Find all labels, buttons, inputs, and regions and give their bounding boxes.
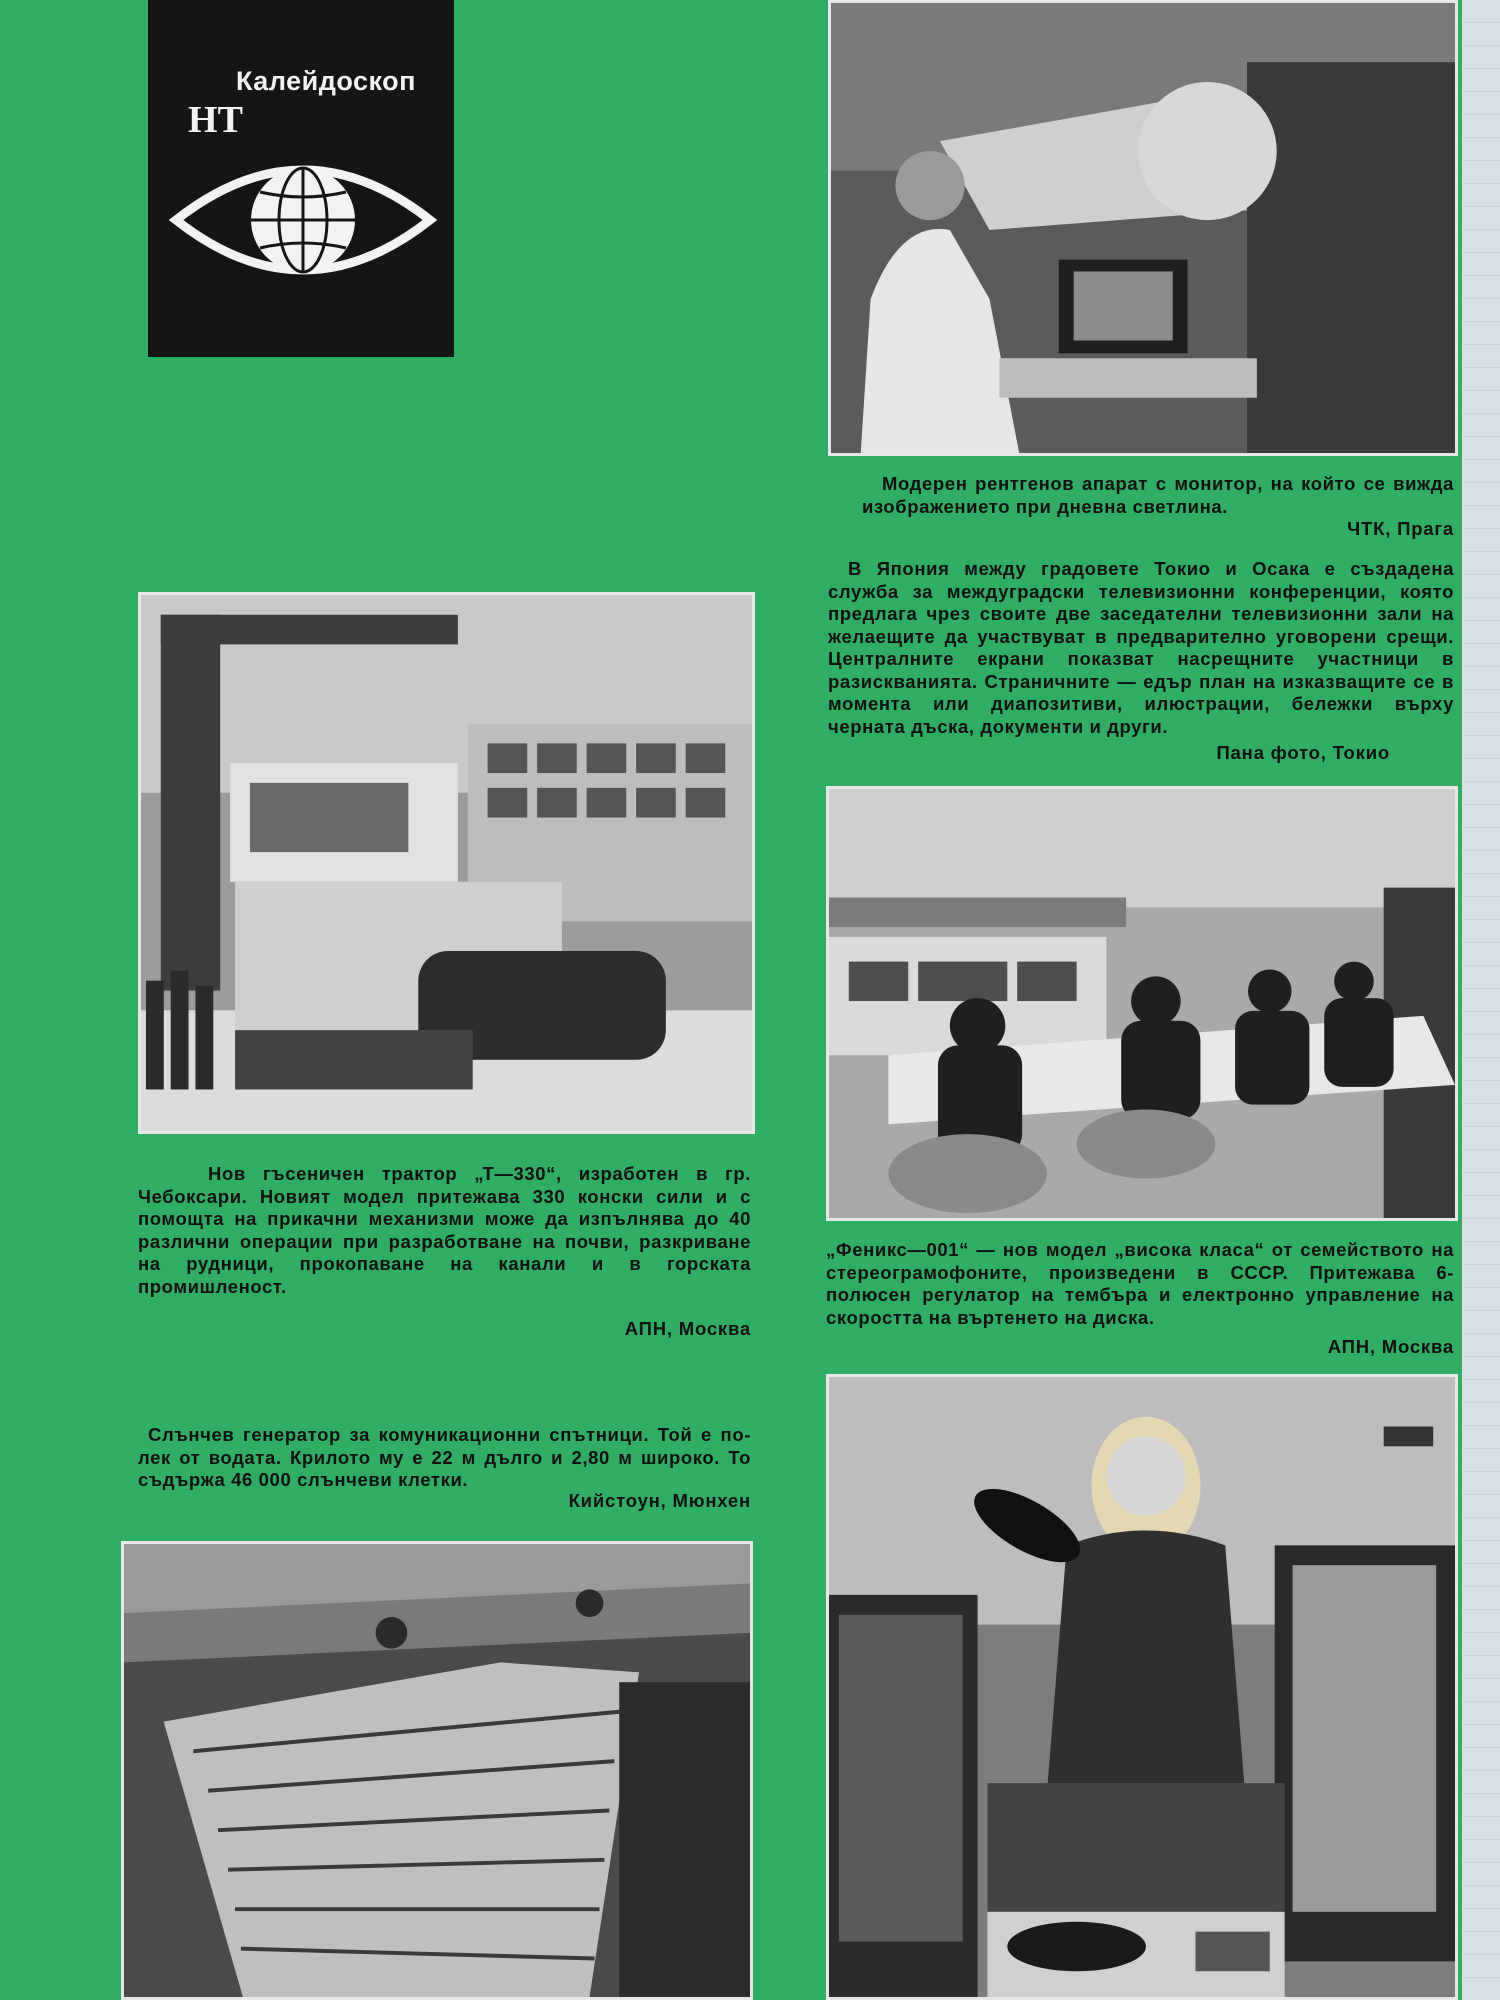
eye-globe-icon (168, 150, 438, 290)
photo-xray-apparatus (828, 0, 1458, 456)
caption-solar-generator: Слънчев генератор за комуникационни спътници. Той е по-лек от водата. Крилото му е 22 м дълго и 2,80 м широко. То съдържа 46 000 слънчеви клетки. (138, 1424, 751, 1490)
photo-tv-conference-room (826, 786, 1458, 1221)
magazine-mark: НТ (188, 99, 243, 141)
scan-background-edge (1462, 0, 1500, 2000)
caption-japan-tv-conference: В Япония между градовете Токио и Осака е създадена служба за междуградски телевизионни конференции, която предлага чрез своите две заседателни телевизионни зали на желаещите да участвуват в предварително уговорени срещи. Централните екрани показват насрещните участници в разискванията. Страничните — едър план на изказващите се в момента или диапозитиви, илюстрации, бележки върху черната дъска, документи и други. (828, 558, 1454, 737)
credit-tractor: АПН, Москва (624, 1318, 751, 1339)
credit-japan-tv-conference: Пана фото, Токио (1216, 742, 1390, 763)
caption-xray: Модерен рентгенов апарат с монитор, на който се вижда изображението при дневна светлина. (862, 473, 1454, 517)
photo-tractor (138, 592, 755, 1134)
photo-stereo-gramophone (826, 1374, 1458, 2000)
photo-solar-generator (121, 1541, 753, 2000)
section-title: Калейдоскоп (236, 66, 416, 96)
credit-xray: ЧТК, Прага (1347, 518, 1454, 539)
credit-phoenix: АПН, Москва (1327, 1336, 1454, 1357)
caption-phoenix: „Феникс—001“ — нов модел „висока класа“ от семейството на стереограмофоните, произведени в СССР. Притежава 6-полюсен регулатор на тембъра и електронно управление на скоростта на въртенето на диска. (826, 1239, 1454, 1328)
credit-solar-generator: Кийстоун, Мюнхен (568, 1490, 751, 1511)
section-logo (148, 0, 454, 357)
caption-tractor: Нов гъсеничен трактор „Т—330“, изработен в гр. Чебоксари. Новият модел притежава 330 конски сили и с помощта на прикачни механизми може да изпълнява до 40 различни операции при разработване на почви, разкриване на рудници, прокопаване на канали и в горската промишленост. (138, 1163, 751, 1297)
